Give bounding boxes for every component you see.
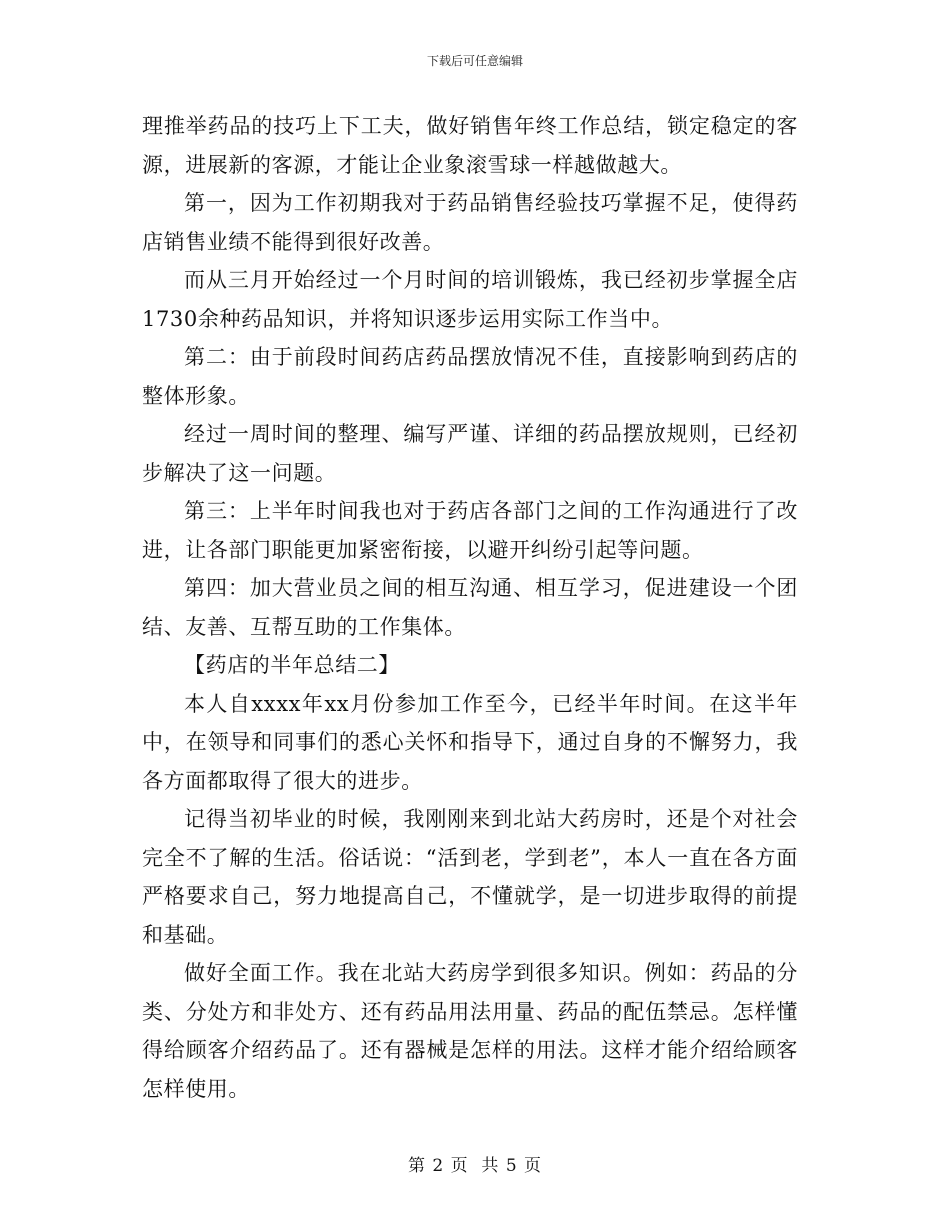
paragraph-3: 而从三月开始经过一个月时间的培训锻炼，我已经初步掌握全店1730余种药品知识，并将知识逐步运用实际工作当中。: [142, 268, 798, 331]
page-footer: [0, 1154, 950, 1178]
paragraph-1: 理推举药品的技巧上下工夫，做好销售年终工作总结，锁定稳定的客源，进展新的客源，才能让企业象滚雪球一样越做越大。: [142, 114, 798, 177]
paragraph-10: 做好全面工作。我在北站大药房学到很多知识。例如：药品的分类、分处方和非处方、还有药品用法用量、药品的配伍禁忌。怎样懂得给顾客介绍药品了。还有器械是怎样的用法。这样才能介绍给顾客怎样使用。: [142, 961, 798, 1101]
current-page-number: 2: [432, 1156, 445, 1176]
total-pages-number: 5: [505, 1156, 518, 1176]
document-body: [142, 107, 798, 1108]
paragraph-8: 本人自xxxx年xx月份参加工作至今，已经半年时间。在这半年中，在领导和同事们的悉心关怀和指导下，通过自身的不懈努力，我各方面都取得了很大的进步。: [142, 691, 798, 793]
paragraph-9: 记得当初毕业的时候，我刚刚来到北站大药房时，还是个对社会完全不了解的生活。俗话说：“活到老，学到老”，本人一直在各方面严格要求自己，努力地提高自己，不懂就学，是一切进步取得的前提和基础。: [142, 807, 798, 947]
section-heading: 【药店的半年总结二】: [184, 653, 400, 677]
header-note: 下载后可任意编辑: [426, 54, 523, 68]
footer-suffix: 页: [524, 1156, 543, 1176]
footer-prefix: 第: [407, 1156, 426, 1176]
paragraph-7: 第四：加大营业员之间的相互沟通、相互学习，促进建设一个团结、友善、互帮互助的工作集体。: [142, 576, 798, 639]
footer-middle: 页 共: [450, 1156, 500, 1176]
paragraph-5: 经过一周时间的整理、编写严谨、详细的药品摆放规则，已经初步解决了这一问题。: [142, 422, 798, 485]
paragraph-4: 第二：由于前段时间药店药品摆放情况不佳，直接影响到药店的整体形象。: [142, 345, 798, 408]
paragraph-6: 第三：上半年时间我也对于药店各部门之间的工作沟通进行了改进，让各部门职能更加紧密衔接，以避开纠纷引起等问题。: [142, 499, 798, 562]
paragraph-2: 第一，因为工作初期我对于药品销售经验技巧掌握不足，使得药店销售业绩不能得到很好改善。: [142, 191, 798, 254]
